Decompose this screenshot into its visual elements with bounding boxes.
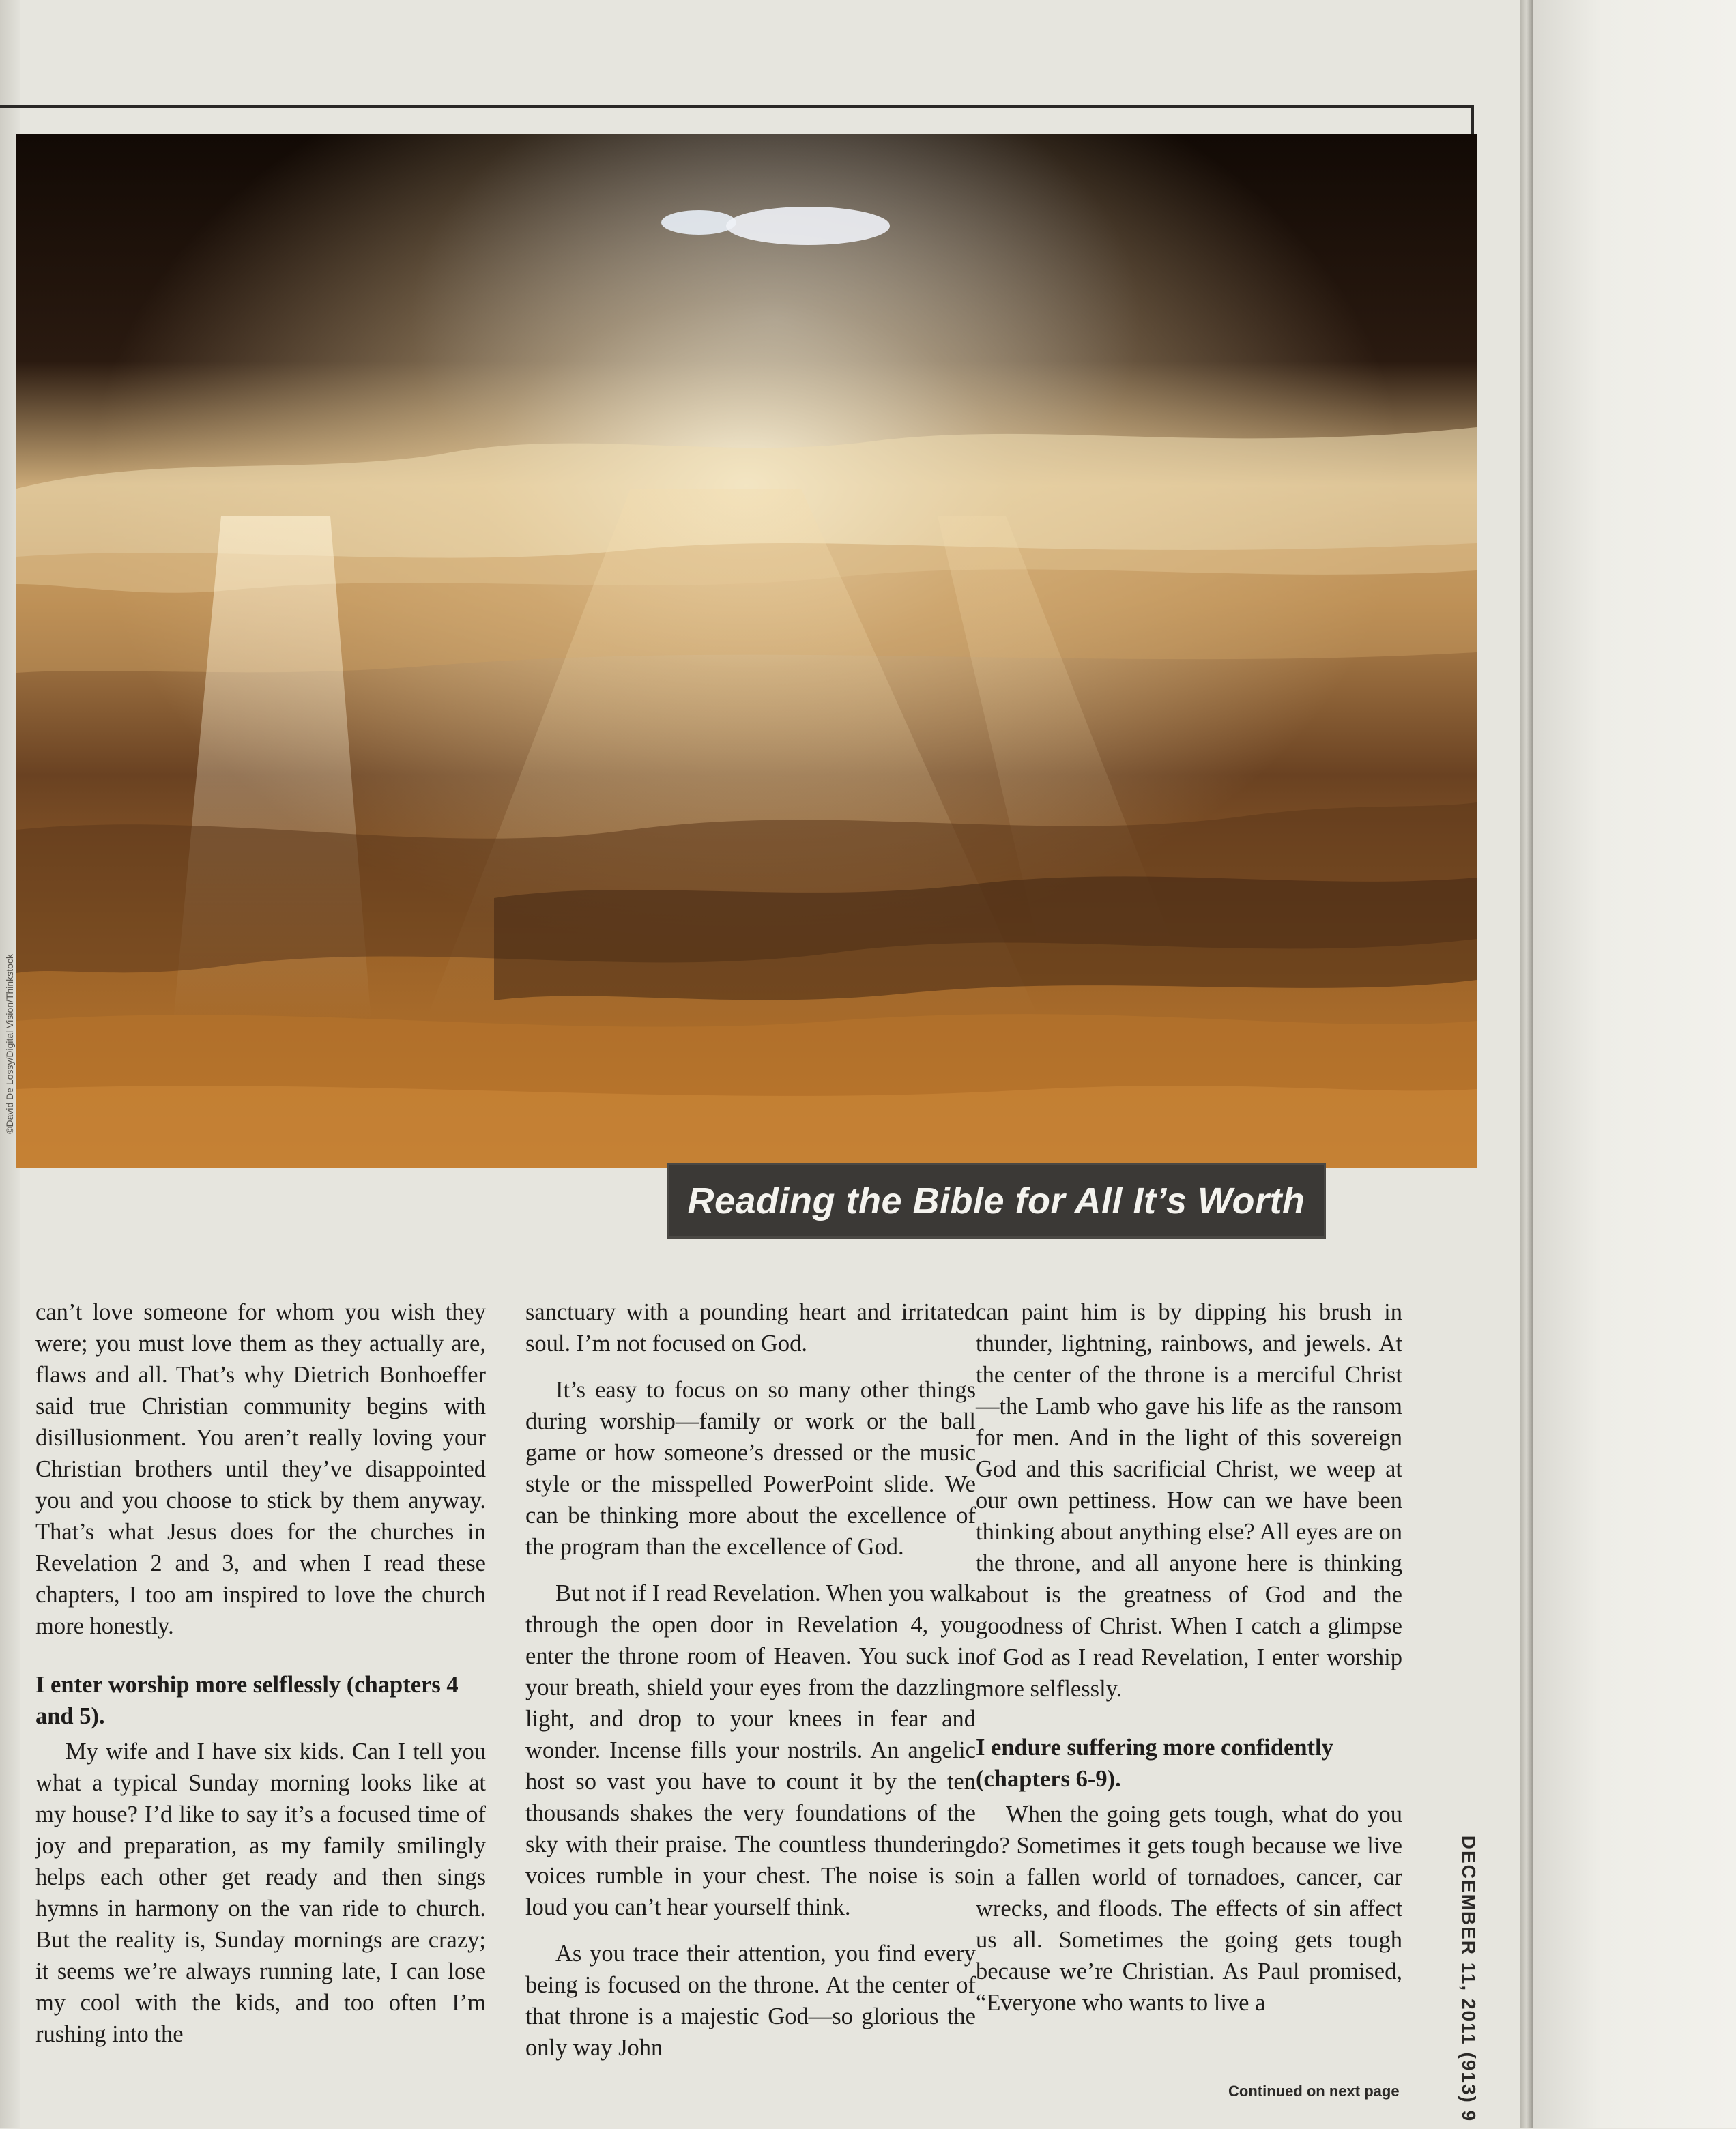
paragraph: As you trace their attention, you find every being is focused on the throne. At the center of that throne is a majestic God—so glorious the only way John	[525, 1941, 976, 2061]
continued-note: Continued on next page	[1228, 2083, 1400, 2100]
paragraph: My wife and I have six kids. Can I tell you what a typical Sunday morning looks like at my house? I’d like to say it’s a focused time of joy and preparation, as my family smilingly helps each other get ready and then sings hymns in harmony on the van ride to church. But the reality is, Sunday mornings are crazy; it seems we’re always running late, I can lose my cool with the kids, and too often I’m rushing into the	[35, 1739, 486, 2047]
text-column-3	[976, 1297, 1402, 2033]
page-edge	[1520, 0, 1533, 2128]
folio-text: DECEMBER 11, 2011 (913) 9	[1458, 1835, 1479, 2123]
section-heading-worship: I enter worship more selflessly (chapters 4 and 5).	[35, 1672, 459, 1729]
sunlit-clouds-image	[16, 134, 1477, 1168]
paragraph: sanctuary with a pounding heart and irritated soul. I’m not focused on God.	[525, 1299, 976, 1357]
sky-photo	[16, 134, 1477, 1168]
paragraph: It’s easy to focus on so many other things during worship—family or work or the ball game or how someone’s dressed or the music style or the misspelled PowerPoint slide. We can be thinking more about the excellence of the program than the excellence of God.	[525, 1377, 976, 1560]
photo-credit-text: ©David De Lossy/Digital Vision/Thinkstock	[4, 954, 15, 1134]
article-title: Reading the Bible for All It’s Worth	[687, 1181, 1305, 1221]
paragraph: can paint him is by dipping his brush in thunder, lightning, rainbows, and jewels. At the center of the throne is a merciful Christ—the Lamb who gave his life as the ransom for men. And in the light of this sovereign God and this sacrificial Christ, we weep at our own pettiness. How can we have been thinking about anything else? All eyes are on the throne, and all anyone here is thinking about is the greatness of God and the goodness of Christ. When I catch a glimpse of God as I read Revelation, I enter worship more selflessly.	[976, 1299, 1402, 1702]
paragraph: But not if I read Revelation. When you walk through the open door in Revelation 4, you enter the throne room of Heaven. You suck in your breath, shield your eyes from the dazzling light, and drop to your knees in fear and wonder. Incense fills your nostrils. An angelic host so vast you have to count it by the ten thousands shakes the very foundations of the sky with their praise. The countless thundering voices rumble in your chest. The noise is so loud you can’t hear yourself think.	[525, 1580, 976, 1920]
scan-background	[1529, 0, 1736, 2128]
article-title-banner	[669, 1165, 1324, 1236]
text-column-2	[525, 1297, 976, 2079]
section-heading-suffering: I endure suffering more confidently (chapters 6-9).	[976, 1735, 1333, 1792]
paragraph: When the going gets tough, what do you do? Sometimes it gets tough because we live in a fallen world of tornadoes, cancer, car wrecks, and floods. The effects of sin affect us all. Sometimes the going gets tough because we’re Christian. As Paul promised, “Everyone who wants to live a	[976, 1801, 1402, 2016]
paragraph: can’t love someone for whom you wish they were; you must love them as they actually are, flaws and all. That’s why Dietrich Bonhoeffer said true Christian community begins with disillusionment. You aren’t really loving your Christian brothers until they’ve disappointed you and you choose to stick by them anyway. That’s what Jesus does for the churches in Revelation 2 and 3, and when I read these chapters, I too am inspired to love the church more honestly.	[35, 1299, 486, 1639]
text-column-1	[35, 1297, 486, 2065]
folio	[1449, 1829, 1488, 2129]
photo-credit	[1, 901, 18, 1187]
top-rule	[0, 105, 1474, 108]
